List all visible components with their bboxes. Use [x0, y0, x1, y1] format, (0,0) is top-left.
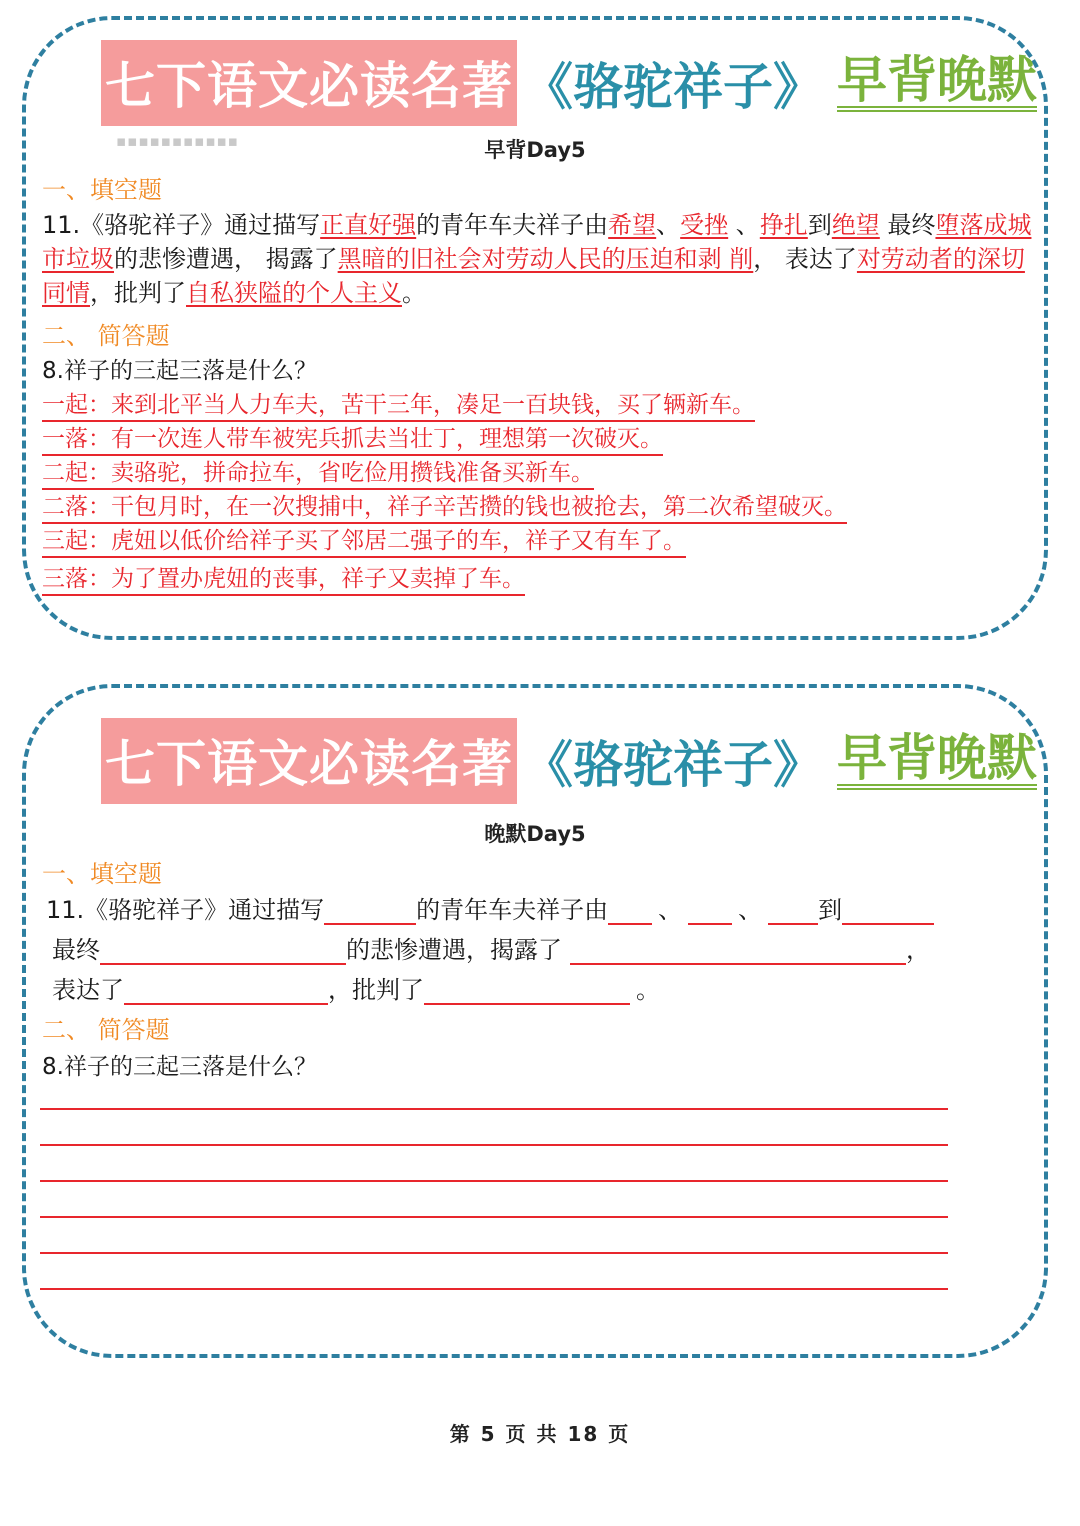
title-routine: 早背晚默 — [837, 54, 1037, 113]
fill-text: ， — [906, 936, 930, 964]
fill-text: ，批判了 — [90, 279, 186, 307]
fill-blank-line-2 — [52, 930, 930, 964]
writing-line[interactable] — [40, 1216, 948, 1218]
blank-field[interactable] — [424, 977, 630, 1005]
fill-blank-answer-paragraph — [42, 208, 1042, 310]
short-answer-question: 8.祥子的三起三落是什么？ — [42, 1054, 317, 1080]
day-label: 晚默Day5 — [484, 822, 586, 846]
fill-text: 的青年车夫祥子由 — [416, 896, 609, 924]
fill-text: 。 — [402, 279, 426, 307]
writing-line[interactable] — [40, 1108, 948, 1110]
blank-field[interactable] — [768, 897, 818, 925]
fill-text: 、 — [728, 211, 760, 239]
answer-text: 对劳动者的深切同情 — [42, 245, 1025, 307]
evening-dictation-card — [22, 684, 1048, 1358]
short-answer-question: 8.祥子的三起三落是什么？ — [42, 358, 317, 384]
blank-field[interactable] — [124, 977, 328, 1005]
blank-field[interactable] — [608, 897, 652, 925]
answer-text: 堕落成城市垃圾 — [42, 211, 1032, 273]
answer-line-1: 一起：来到北平当人力车夫，苦干三年，凑足一百块钱，买了辆新车。 — [42, 386, 755, 422]
answer-text: 希望 — [608, 211, 657, 239]
fill-text: 最终 — [52, 936, 100, 964]
fill-text: ， 表达了 — [753, 245, 857, 273]
answer-text: 黑暗的旧社会对劳动人民的压迫和剥 削 — [337, 245, 754, 273]
fill-blank-line-1 — [46, 890, 934, 924]
title-book-name: 《骆驼祥子》 — [523, 58, 823, 116]
answer-line-2: 一落：有一次连人带车被宪兵抓去当壮丁，理想第一次破灭。 — [42, 420, 663, 456]
answer-line-3: 二起：卖骆驼，拼命拉车，省吃俭用攒钱准备买新车。 — [42, 454, 594, 490]
blank-field[interactable] — [100, 937, 346, 965]
writing-line[interactable] — [40, 1288, 948, 1290]
writing-line[interactable] — [40, 1180, 948, 1182]
blank-field[interactable] — [570, 937, 906, 965]
blank-field[interactable] — [842, 897, 934, 925]
fill-text: 11.《骆驼祥子》通过描写 — [46, 896, 325, 924]
writing-line[interactable] — [40, 1252, 948, 1254]
fill-text: 表达了 — [52, 976, 124, 1004]
answer-line-4: 二落：干包月时，在一次搜捕中，祥子辛苦攒的钱也被抢去，第二次希望破灭。 — [42, 488, 847, 524]
morning-recitation-card — [22, 16, 1048, 640]
fill-text: 的青年车夫祥子由 — [416, 211, 609, 239]
answer-text: 自私狭隘的个人主义 — [186, 279, 402, 307]
title-book-name: 《骆驼祥子》 — [523, 736, 823, 794]
fill-blank-line-3 — [52, 970, 660, 1004]
fill-text: 11.《骆驼祥子》通过描写 — [42, 211, 321, 239]
title-grade-label: 七下语文必读名著 — [101, 718, 517, 804]
fill-text: 到 — [807, 211, 832, 239]
watermark-text: ▪▪▪▪▪▪▪▪▪▪▪ — [116, 132, 239, 150]
title-routine: 早背晚默 — [837, 732, 1037, 791]
page-number: 第 5 页 共 18 页 — [449, 1422, 631, 1446]
fill-text: 的悲惨遭遇， 揭露了 — [114, 245, 338, 273]
fill-text: 、 — [656, 211, 681, 239]
section-short-answer-heading: 二、 简答题 — [42, 1016, 170, 1044]
section-fill-blank-heading: 一、填空题 — [42, 176, 162, 204]
blank-field[interactable] — [324, 897, 416, 925]
title-grade-label: 七下语文必读名著 — [101, 40, 517, 126]
fill-text: 的悲惨遭遇，揭露了 — [346, 936, 562, 964]
answer-text: 正直好强 — [320, 211, 417, 239]
fill-text: 、 — [738, 896, 763, 924]
fill-text: 最终 — [879, 211, 936, 239]
answer-line-5: 三起：虎妞以低价给祥子买了邻居二强子的车，祥子又有车了。 — [42, 522, 686, 558]
day-label: 早背Day5 — [484, 138, 586, 162]
answer-text: 挣扎 — [759, 211, 808, 239]
fill-text: 、 — [658, 896, 683, 924]
answer-text: 受挫 — [680, 211, 729, 239]
card-title — [101, 40, 1037, 126]
fill-text: 到 — [818, 896, 843, 924]
writing-line[interactable] — [40, 1144, 948, 1146]
fill-text: 。 — [636, 976, 660, 1004]
card-title — [101, 718, 1037, 804]
answer-text: 绝望 — [831, 211, 880, 239]
section-fill-blank-heading: 一、填空题 — [42, 860, 162, 888]
answer-line-6: 三落：为了置办虎妞的丧事，祥子又卖掉了车。 — [42, 560, 525, 596]
blank-field[interactable] — [688, 897, 732, 925]
section-short-answer-heading: 二、 简答题 — [42, 322, 170, 350]
fill-text: ，批判了 — [328, 976, 424, 1004]
